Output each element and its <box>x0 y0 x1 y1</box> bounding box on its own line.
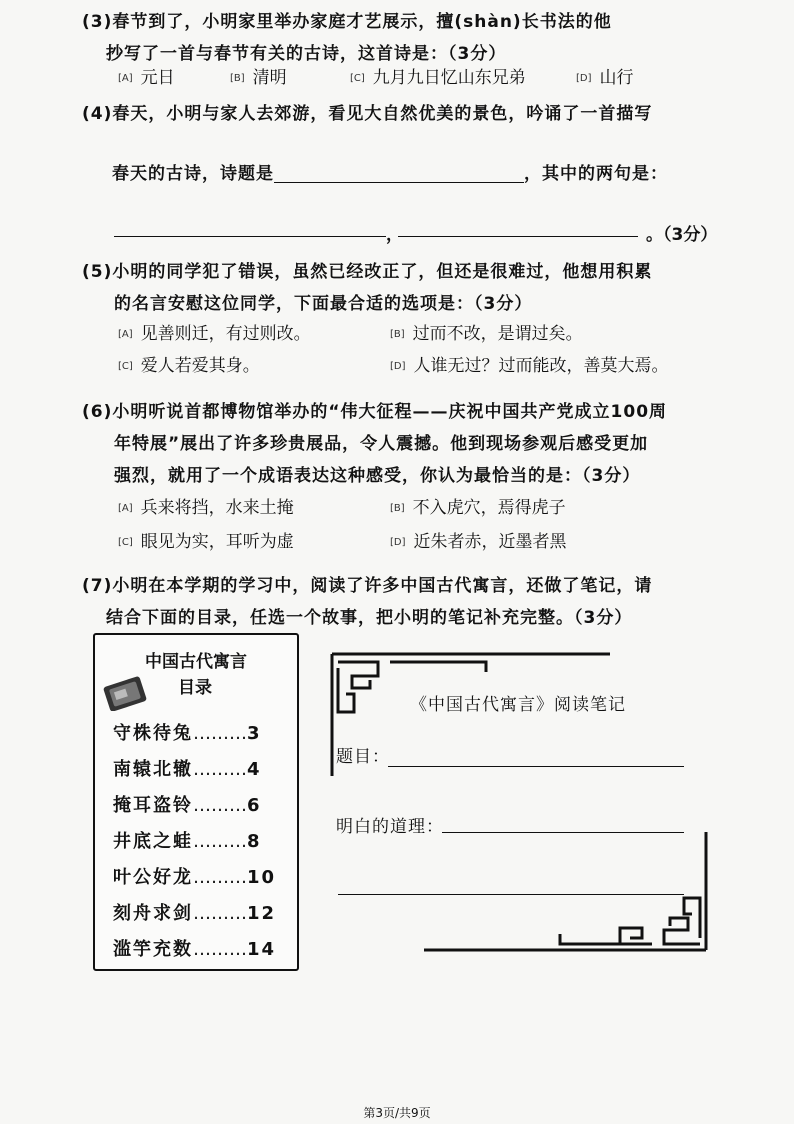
question-3 <box>82 6 722 70</box>
page-number: 第3页/共9页 <box>363 1106 431 1120</box>
question-6-line-1: (6)小明听说首都博物馆举办的“伟大征程——庆祝中国共产党成立100周 <box>82 402 668 422</box>
option-d[interactable]: [D] 人谁无过？过而能改，善莫大焉。 <box>390 356 669 376</box>
poem-line-1-blank[interactable] <box>114 236 386 237</box>
question-5 <box>82 256 722 320</box>
option-a[interactable]: [A] 元日 <box>118 68 175 88</box>
poem-line-2-blank[interactable] <box>398 236 638 237</box>
option-b[interactable]: [B] 不入虎穴，焉得虎子 <box>390 498 566 518</box>
fable-toc-box <box>93 633 299 971</box>
option-c[interactable]: [C] 眼见为实，耳听为虚 <box>118 532 294 552</box>
question-6-line-3: 强烈，就用了一个成语表达这种感受，你认为最恰当的是：（3分） <box>114 466 641 486</box>
question-6-line-2: 年特展”展出了许多珍贵展品，令人震撼。他到现场参观后感受更加 <box>114 434 649 454</box>
option-c[interactable]: [C] 爱人若爱其身。 <box>118 356 260 376</box>
lesson-label: 明白的道理： <box>336 817 444 837</box>
question-4-line-2: 春天的古诗，诗题是 ，其中的两句是： <box>112 164 668 184</box>
toc-subtitle: 目录 <box>178 678 212 698</box>
question-5-line-1: (5)小明的同学犯了错误，虽然已经改正了，但还是很难过，他想用积累 <box>82 262 653 282</box>
toc-item[interactable]: 掩耳盗铃………6 <box>113 795 262 816</box>
comma: ， <box>386 225 403 245</box>
toc-item[interactable]: 滥竽充数………14 <box>113 939 277 960</box>
option-a[interactable]: [A] 见善则迁，有过则改。 <box>118 324 311 344</box>
option-a[interactable]: [A] 兵来将挡，水来土掩 <box>118 498 294 518</box>
toc-item[interactable]: 井底之蛙………8 <box>113 831 262 852</box>
question-6 <box>82 396 722 492</box>
question-4-line-1: (4)春天，小明与家人去郊游，看见大自然优美的景色，吟诵了一首描写 <box>82 104 653 124</box>
book-icon <box>103 675 149 711</box>
option-b[interactable]: [B] 清明 <box>230 68 287 88</box>
option-d[interactable]: [D] 山行 <box>576 68 634 88</box>
toc-item[interactable]: 守株待兔………3 <box>113 723 262 744</box>
question-7-line-2: 结合下面的目录，任选一个故事，把小明的笔记补充完整。（3分） <box>106 608 633 628</box>
option-b[interactable]: [B] 过而不改，是谓过矣。 <box>390 324 583 344</box>
topic-label: 题目： <box>336 747 390 767</box>
poem-title-blank[interactable] <box>274 164 524 183</box>
question-7-line-1: (7)小明在本学期的学习中，阅读了许多中国古代寓言，还做了笔记，请 <box>82 576 653 596</box>
question-3-line-1: (3)春节到了，小明家里举办家庭才艺展示，擅(shàn)长书法的他 <box>82 12 612 32</box>
option-c[interactable]: [C] 九月九日忆山东兄弟 <box>350 68 526 88</box>
question-3-line-2: 抄写了一首与春节有关的古诗，这首诗是：（3分） <box>106 44 507 64</box>
toc-item[interactable]: 南辕北辙………4 <box>113 759 262 780</box>
question-7 <box>82 570 722 634</box>
question-5-line-2: 的名言安慰这位同学，下面最合适的选项是：（3分） <box>114 294 533 314</box>
toc-item[interactable]: 刻舟求剑………12 <box>113 903 277 924</box>
notes-title: 《中国古代寓言》阅读笔记 <box>410 695 626 715</box>
toc-item[interactable]: 叶公好龙………10 <box>113 867 277 888</box>
notes-frame-bottom-right-ornament <box>420 828 712 954</box>
option-d[interactable]: [D] 近朱者赤，近墨者黑 <box>390 532 567 552</box>
topic-blank[interactable] <box>388 766 684 767</box>
toc-title: 中国古代寓言 <box>145 652 247 672</box>
question-4 <box>82 98 722 130</box>
question-4-score: 。（3分） <box>646 225 718 245</box>
